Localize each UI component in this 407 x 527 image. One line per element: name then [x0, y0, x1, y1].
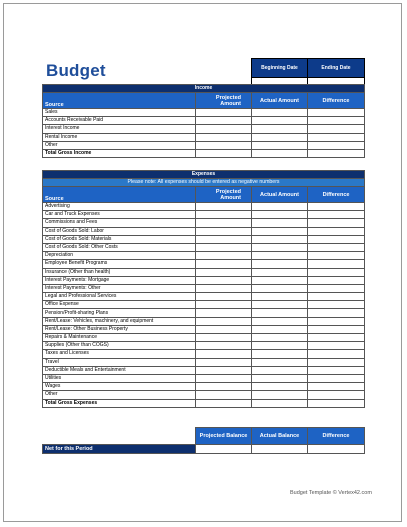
income-total-label: Total Gross Income	[43, 149, 196, 157]
expenses-actual-cell[interactable]	[252, 211, 308, 219]
summary-actual-header: Actual Balance	[252, 428, 308, 445]
expenses-row	[43, 252, 365, 260]
income-projected-cell[interactable]	[196, 141, 252, 149]
expenses-projected-cell[interactable]	[196, 366, 252, 374]
expenses-actual-cell[interactable]	[252, 383, 308, 391]
expenses-difference-cell[interactable]	[308, 235, 365, 243]
expenses-actual-cell[interactable]	[252, 374, 308, 382]
expenses-difference-cell[interactable]	[308, 211, 365, 219]
expenses-row	[43, 260, 365, 268]
income-actual-cell[interactable]	[252, 117, 308, 125]
expenses-actual-cell[interactable]	[252, 391, 308, 399]
expenses-projected-cell[interactable]	[196, 350, 252, 358]
expenses-actual-cell[interactable]	[252, 317, 308, 325]
expenses-actual-cell[interactable]	[252, 309, 308, 317]
expenses-difference-cell[interactable]	[308, 268, 365, 276]
expenses-row-label: Commissions and Fees	[43, 219, 196, 227]
expenses-actual-cell[interactable]	[252, 276, 308, 284]
expenses-row-label: Repairs & Maintenance	[43, 334, 196, 342]
expenses-row	[43, 309, 365, 317]
net-label: Net for this Period	[43, 445, 196, 454]
expenses-total-projected	[196, 399, 252, 407]
ending-date-label: Ending Date	[308, 59, 365, 78]
expenses-row	[43, 350, 365, 358]
income-row-label: Other	[43, 141, 196, 149]
expenses-row	[43, 391, 365, 399]
expenses-source-header: Source	[43, 187, 196, 203]
expenses-row	[43, 383, 365, 391]
expenses-row-label: Depreciation	[43, 252, 196, 260]
summary-projected-header: Projected Balance	[196, 428, 252, 445]
income-difference-cell[interactable]	[308, 125, 365, 133]
expenses-difference-cell[interactable]	[308, 219, 365, 227]
expenses-row	[43, 325, 365, 333]
expenses-actual-cell[interactable]	[252, 219, 308, 227]
income-actual-cell[interactable]	[252, 133, 308, 141]
expenses-projected-cell[interactable]	[196, 334, 252, 342]
income-total-difference	[308, 149, 365, 157]
expenses-projected-cell[interactable]	[196, 325, 252, 333]
expenses-actual-cell[interactable]	[252, 366, 308, 374]
expenses-row-label: Interest Payments: Mortgage	[43, 276, 196, 284]
income-row-label: Rental Income	[43, 133, 196, 141]
expenses-row-label: Other	[43, 391, 196, 399]
expenses-actual-cell[interactable]	[252, 350, 308, 358]
expenses-projected-cell[interactable]	[196, 358, 252, 366]
income-difference-cell[interactable]	[308, 117, 365, 125]
expenses-row	[43, 243, 365, 251]
expenses-row-label: Utilities	[43, 374, 196, 382]
expenses-projected-header: Projected Amount	[196, 187, 252, 203]
income-actual-cell[interactable]	[252, 125, 308, 133]
expenses-row-label: Wages	[43, 383, 196, 391]
income-row	[43, 109, 365, 117]
expenses-row-label: Insurance (Other than health)	[43, 268, 196, 276]
expenses-row	[43, 227, 365, 235]
expenses-projected-cell[interactable]	[196, 317, 252, 325]
expenses-projected-cell[interactable]	[196, 211, 252, 219]
income-projected-cell[interactable]	[196, 133, 252, 141]
income-row-label: Interest Income	[43, 125, 196, 133]
expenses-projected-cell[interactable]	[196, 252, 252, 260]
footer-credit: Budget Template © Vertex42.com	[290, 490, 372, 496]
expenses-row	[43, 276, 365, 284]
expenses-row	[43, 366, 365, 374]
expenses-table	[42, 170, 365, 408]
beginning-date-label: Beginning Date	[252, 59, 308, 78]
expenses-row-label: Cost of Goods Sold: Other Costs	[43, 243, 196, 251]
expenses-projected-cell[interactable]	[196, 383, 252, 391]
expenses-difference-cell[interactable]	[308, 227, 365, 235]
expenses-row-label: Deductible Meals and Entertainment	[43, 366, 196, 374]
expenses-difference-cell[interactable]	[308, 276, 365, 284]
expenses-difference-cell[interactable]	[308, 334, 365, 342]
expenses-row	[43, 301, 365, 309]
income-projected-cell[interactable]	[196, 117, 252, 125]
expenses-row-label: Taxes and Licenses	[43, 350, 196, 358]
expenses-actual-cell[interactable]	[252, 293, 308, 301]
expenses-projected-cell[interactable]	[196, 301, 252, 309]
income-actual-cell[interactable]	[252, 141, 308, 149]
expenses-note: Please note: All expenses should be entered as negative numbers	[43, 179, 365, 187]
expenses-row	[43, 235, 365, 243]
income-projected-cell[interactable]	[196, 125, 252, 133]
expenses-projected-cell[interactable]	[196, 227, 252, 235]
expenses-row-label: Travel	[43, 358, 196, 366]
net-difference-cell[interactable]	[308, 445, 365, 454]
income-row-label: Accounts Receivable Paid	[43, 117, 196, 125]
expenses-difference-cell[interactable]	[308, 293, 365, 301]
expenses-difference-cell[interactable]	[308, 366, 365, 374]
expenses-total-actual	[252, 399, 308, 407]
expenses-row-label: Office Expense	[43, 301, 196, 309]
expenses-actual-cell[interactable]	[252, 252, 308, 260]
income-total-actual	[252, 149, 308, 157]
income-difference-cell[interactable]	[308, 133, 365, 141]
expenses-actual-cell[interactable]	[252, 268, 308, 276]
summary-difference-header: Difference	[308, 428, 365, 445]
income-difference-cell[interactable]	[308, 109, 365, 117]
income-projected-header: Projected Amount	[196, 93, 252, 109]
expenses-actual-cell[interactable]	[252, 243, 308, 251]
expenses-actual-header: Actual Amount	[252, 187, 308, 203]
expenses-difference-cell[interactable]	[308, 391, 365, 399]
expenses-difference-cell[interactable]	[308, 350, 365, 358]
expenses-projected-cell[interactable]	[196, 203, 252, 211]
expenses-section-title: Expenses	[43, 171, 365, 179]
expenses-row	[43, 293, 365, 301]
expenses-row-label: Cost of Goods Sold: Labor	[43, 227, 196, 235]
expenses-actual-cell[interactable]	[252, 342, 308, 350]
income-projected-cell[interactable]	[196, 109, 252, 117]
expenses-difference-cell[interactable]	[308, 203, 365, 211]
expenses-total-label: Total Gross Expenses	[43, 399, 196, 407]
income-row	[43, 133, 365, 141]
income-section-title: Income	[43, 85, 365, 93]
income-row	[43, 117, 365, 125]
expenses-difference-cell[interactable]	[308, 374, 365, 382]
expenses-projected-cell[interactable]	[196, 293, 252, 301]
expenses-difference-cell[interactable]	[308, 325, 365, 333]
expenses-row-label: Rent/Lease: Other Business Property	[43, 325, 196, 333]
expenses-projected-cell[interactable]	[196, 235, 252, 243]
expenses-actual-cell[interactable]	[252, 203, 308, 211]
expenses-difference-cell[interactable]	[308, 358, 365, 366]
expenses-difference-cell[interactable]	[308, 260, 365, 268]
expenses-difference-cell[interactable]	[308, 301, 365, 309]
expenses-actual-cell[interactable]	[252, 235, 308, 243]
income-actual-header: Actual Amount	[252, 93, 308, 109]
expenses-difference-cell[interactable]	[308, 252, 365, 260]
expenses-difference-header: Difference	[308, 187, 365, 203]
expenses-row-label: Rent/Lease: Vehicles, machinery, and equipment	[43, 317, 196, 325]
expenses-row-label: Advertising	[43, 203, 196, 211]
expenses-difference-cell[interactable]	[308, 309, 365, 317]
expenses-total-difference	[308, 399, 365, 407]
income-total-projected	[196, 149, 252, 157]
income-source-header: Source	[43, 93, 196, 109]
net-row	[42, 444, 365, 454]
expenses-row	[43, 284, 365, 292]
expenses-projected-cell[interactable]	[196, 268, 252, 276]
expenses-row	[43, 203, 365, 211]
expenses-row	[43, 219, 365, 227]
expenses-row-label: Car and Truck Expenses	[43, 211, 196, 219]
income-row	[43, 141, 365, 149]
expenses-row-label: Legal and Professional Services	[43, 293, 196, 301]
income-difference-header: Difference	[308, 93, 365, 109]
expenses-projected-cell[interactable]	[196, 276, 252, 284]
expenses-actual-cell[interactable]	[252, 325, 308, 333]
expenses-row	[43, 334, 365, 342]
expenses-row-label: Pension/Profit-sharing Plans	[43, 309, 196, 317]
expenses-row	[43, 317, 365, 325]
expenses-projected-cell[interactable]	[196, 391, 252, 399]
expenses-difference-cell[interactable]	[308, 284, 365, 292]
expenses-actual-cell[interactable]	[252, 227, 308, 235]
expenses-row	[43, 211, 365, 219]
expenses-projected-cell[interactable]	[196, 284, 252, 292]
income-row	[43, 125, 365, 133]
expenses-actual-cell[interactable]	[252, 301, 308, 309]
expenses-projected-cell[interactable]	[196, 374, 252, 382]
income-difference-cell[interactable]	[308, 141, 365, 149]
summary-header	[195, 427, 365, 445]
expenses-actual-cell[interactable]	[252, 358, 308, 366]
expenses-row	[43, 374, 365, 382]
expenses-row	[43, 342, 365, 350]
net-actual-cell[interactable]	[252, 445, 308, 454]
expenses-row	[43, 268, 365, 276]
expenses-row	[43, 358, 365, 366]
page-title: Budget	[46, 61, 106, 80]
income-table	[42, 84, 365, 158]
expenses-difference-cell[interactable]	[308, 243, 365, 251]
expenses-difference-cell[interactable]	[308, 383, 365, 391]
expenses-row-label: Interest Payments: Other	[43, 284, 196, 292]
income-row-label: Sales	[43, 109, 196, 117]
expenses-row-label: Cost of Goods Sold: Materials	[43, 235, 196, 243]
expenses-difference-cell[interactable]	[308, 317, 365, 325]
expenses-difference-cell[interactable]	[308, 342, 365, 350]
expenses-projected-cell[interactable]	[196, 309, 252, 317]
expenses-row-label: Employee Benefit Programs	[43, 260, 196, 268]
expenses-row-label: Supplies (Other than COGS)	[43, 342, 196, 350]
expenses-projected-cell[interactable]	[196, 342, 252, 350]
expenses-actual-cell[interactable]	[252, 260, 308, 268]
income-actual-cell[interactable]	[252, 109, 308, 117]
expenses-projected-cell[interactable]	[196, 219, 252, 227]
expenses-actual-cell[interactable]	[252, 284, 308, 292]
expenses-projected-cell[interactable]	[196, 260, 252, 268]
expenses-actual-cell[interactable]	[252, 334, 308, 342]
net-projected-cell[interactable]	[196, 445, 252, 454]
expenses-projected-cell[interactable]	[196, 243, 252, 251]
